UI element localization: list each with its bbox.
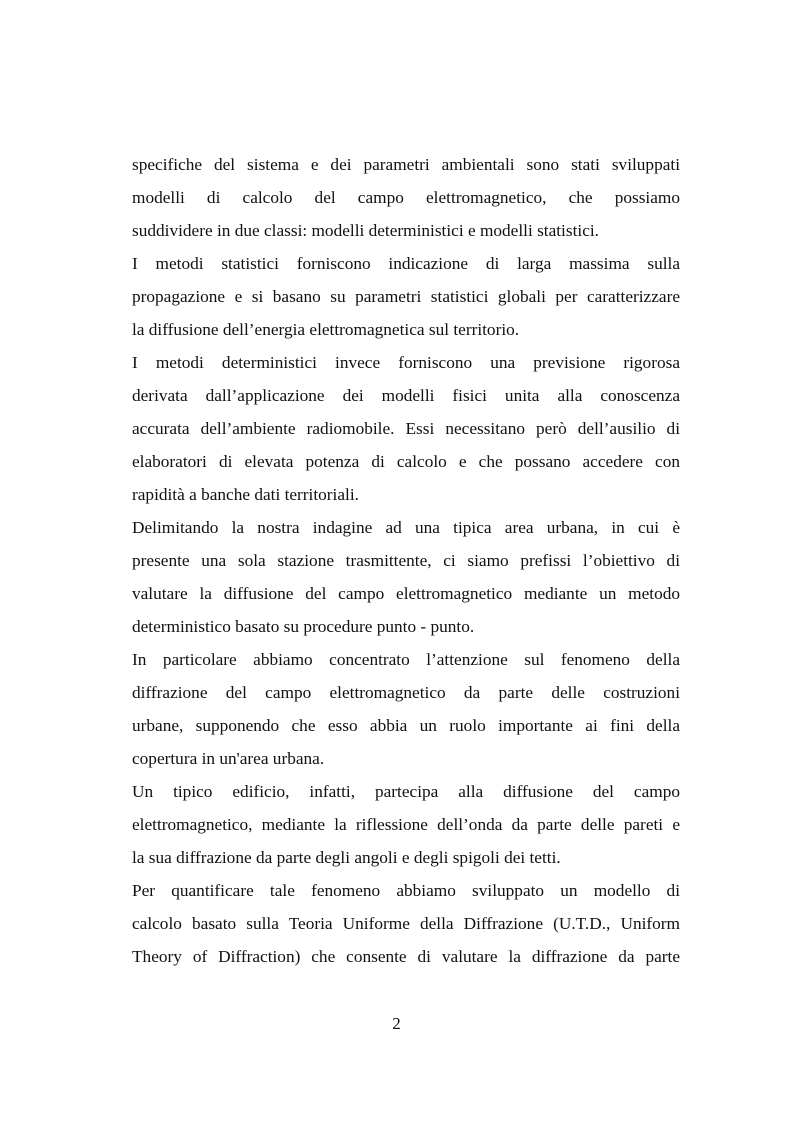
text-line: presente una sola stazione trasmittente, ci siamo prefissi l’obiettivo di (132, 551, 680, 570)
paragraph (132, 874, 680, 973)
text-line: calcolo basato sulla Teoria Uniforme della Diffrazione (U.T.D., Uniform (132, 914, 680, 933)
text-line: I metodi statistici forniscono indicazione di larga massima sulla (132, 254, 680, 273)
text-line: elaboratori di elevata potenza di calcolo e che possano accedere con (132, 452, 680, 471)
paragraph (132, 247, 680, 346)
paragraph (132, 346, 680, 511)
text-line: Un tipico edificio, infatti, partecipa alla diffusione del campo (132, 782, 680, 801)
text-line: la diffusione dell’energia elettromagnetica sul territorio. (132, 320, 520, 339)
text-line: accurata dell’ambiente radiomobile. Essi necessitano però dell’ausilio di (132, 419, 680, 438)
text-line: rapidità a banche dati territoriali. (132, 485, 359, 504)
text-line: diffrazione del campo elettromagnetico da parte delle costruzioni (132, 683, 680, 702)
text-line: Delimitando la nostra indagine ad una tipica area urbana, in cui è (132, 518, 680, 537)
text-line: Per quantificare tale fenomeno abbiamo sviluppato un modello di (132, 881, 680, 900)
text-line: propagazione e si basano su parametri statistici globali per caratterizzare (132, 287, 680, 306)
text-line: urbane, supponendo che esso abbia un ruolo importante ai fini della (132, 716, 680, 735)
page-body (132, 148, 680, 973)
text-line: modelli di calcolo del campo elettromagnetico, che possiamo (132, 188, 680, 207)
text-line: valutare la diffusione del campo elettromagnetico mediante un metodo (132, 584, 680, 603)
text-line: I metodi deterministici invece forniscono una previsione rigorosa (132, 353, 680, 372)
paragraph (132, 148, 680, 247)
page-number: 2 (392, 1014, 401, 1033)
text-line: elettromagnetico, mediante la riflessione dell’onda da parte delle pareti e (132, 815, 680, 834)
text-line: la sua diffrazione da parte degli angoli e degli spigoli dei tetti. (132, 848, 561, 867)
text-line: copertura in un'area urbana. (132, 749, 325, 768)
text-line: Theory of Diffraction) che consente di valutare la diffrazione da parte (132, 947, 680, 966)
text-line: In particolare abbiamo concentrato l’attenzione sul fenomeno della (132, 650, 680, 669)
text-line: deterministico basato su procedure punto - punto. (132, 617, 475, 636)
paragraph (132, 775, 680, 874)
text-line: suddividere in due classi: modelli deterministici e modelli statistici. (132, 221, 599, 240)
text-line: specifiche del sistema e dei parametri ambientali sono stati sviluppati (132, 155, 680, 174)
paragraph (132, 643, 680, 775)
paragraph (132, 511, 680, 643)
text-line: derivata dall’applicazione dei modelli fisici unita alla conoscenza (132, 386, 680, 405)
